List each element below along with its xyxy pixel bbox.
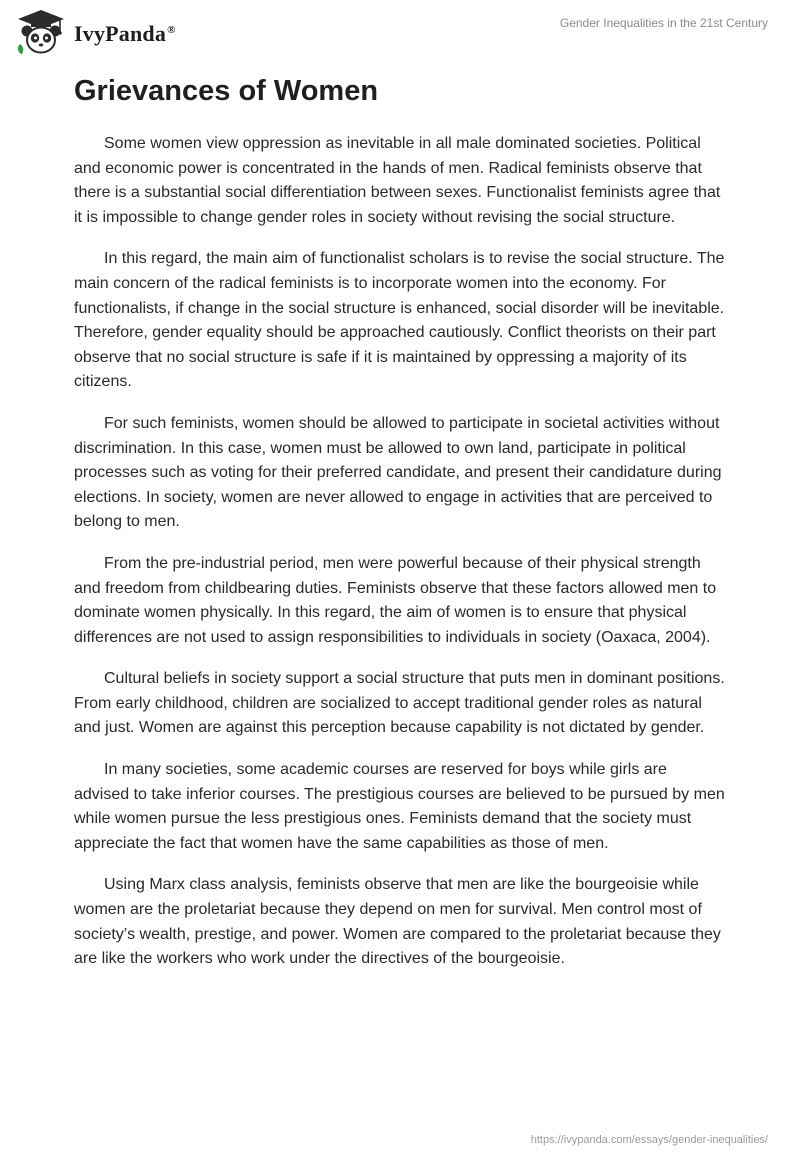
source-url[interactable]: https://ivypanda.com/essays/gender-inequalities/ bbox=[530, 1134, 768, 1146]
section-heading: Grievances of Women bbox=[74, 75, 379, 107]
ivypanda-logo[interactable] bbox=[14, 8, 176, 56]
paragraph: Using Marx class analysis, feminists observe that men are like the bourgeoisie while women are the proletariat because they depend on men for survival. Men control most of society’s wealth, prestige, and power. Women are compared to the proletariat because they are like the workers who work under the directives of the bourgeoisie. bbox=[74, 876, 721, 968]
paragraph: For such feminists, women should be allowed to participate in societal activities without discrimination. In this case, women must be allowed to own land, participate in political processes such as voting for their preferred candidate, and present their candidature during elections. In society, women are never allowed to engage in activities that are perceived to belong to men. bbox=[74, 414, 722, 531]
paragraph: Some women view oppression as inevitable in all male dominated societies. Political and economic power is concentrated in the hands of men. Radical feminists observe that there is a substantial social differentiation between sexes. Functionalist feminists agree that it is impossible to change gender roles in society without revising the social structure. bbox=[74, 135, 721, 226]
paragraph: Cultural beliefs in society support a social structure that puts men in dominant positions. From early childhood, children are socialized to accept traditional gender roles as natural and just. Women are against this perception because capability is not dictated by gender. bbox=[74, 670, 725, 737]
article-body bbox=[74, 72, 726, 989]
paragraph: From the pre-industrial period, men were powerful because of their physical strength and freedom from childbearing duties. Feminists observe that these factors allowed men to dominate women physically. In this regard, the aim of women is to ensure that physical differences are not used to assign responsibilities to individuals in society (Oaxaca, 2004). bbox=[74, 554, 717, 646]
page-header bbox=[0, 0, 800, 64]
registered-mark: ® bbox=[167, 23, 176, 36]
paragraph: In this regard, the main aim of functionalist scholars is to revise the social structure. The main concern of the radical feminists is to incorporate women into the economy. For functionalists, if change in the social structure is enhanced, social disorder will be inevitable. Therefore, gender equality should be approached cautiously. Conflict theorists on their part observe that no social structure is safe if it is maintained by oppressing a majority of its citizens. bbox=[74, 250, 725, 391]
paragraph: In many societies, some academic courses are reserved for boys while girls are advised to take inferior courses. The prestigious courses are believed to be pursued by men while women pursue the less prestigious ones. Feminists demand that the society must appreciate the fact that women have the same capabilities as those of men. bbox=[74, 761, 725, 852]
brand-name: IvyPanda® bbox=[74, 21, 176, 46]
panda-graduate-icon bbox=[14, 8, 68, 56]
document-title: Gender Inequalities in the 21st Century bbox=[559, 16, 768, 30]
